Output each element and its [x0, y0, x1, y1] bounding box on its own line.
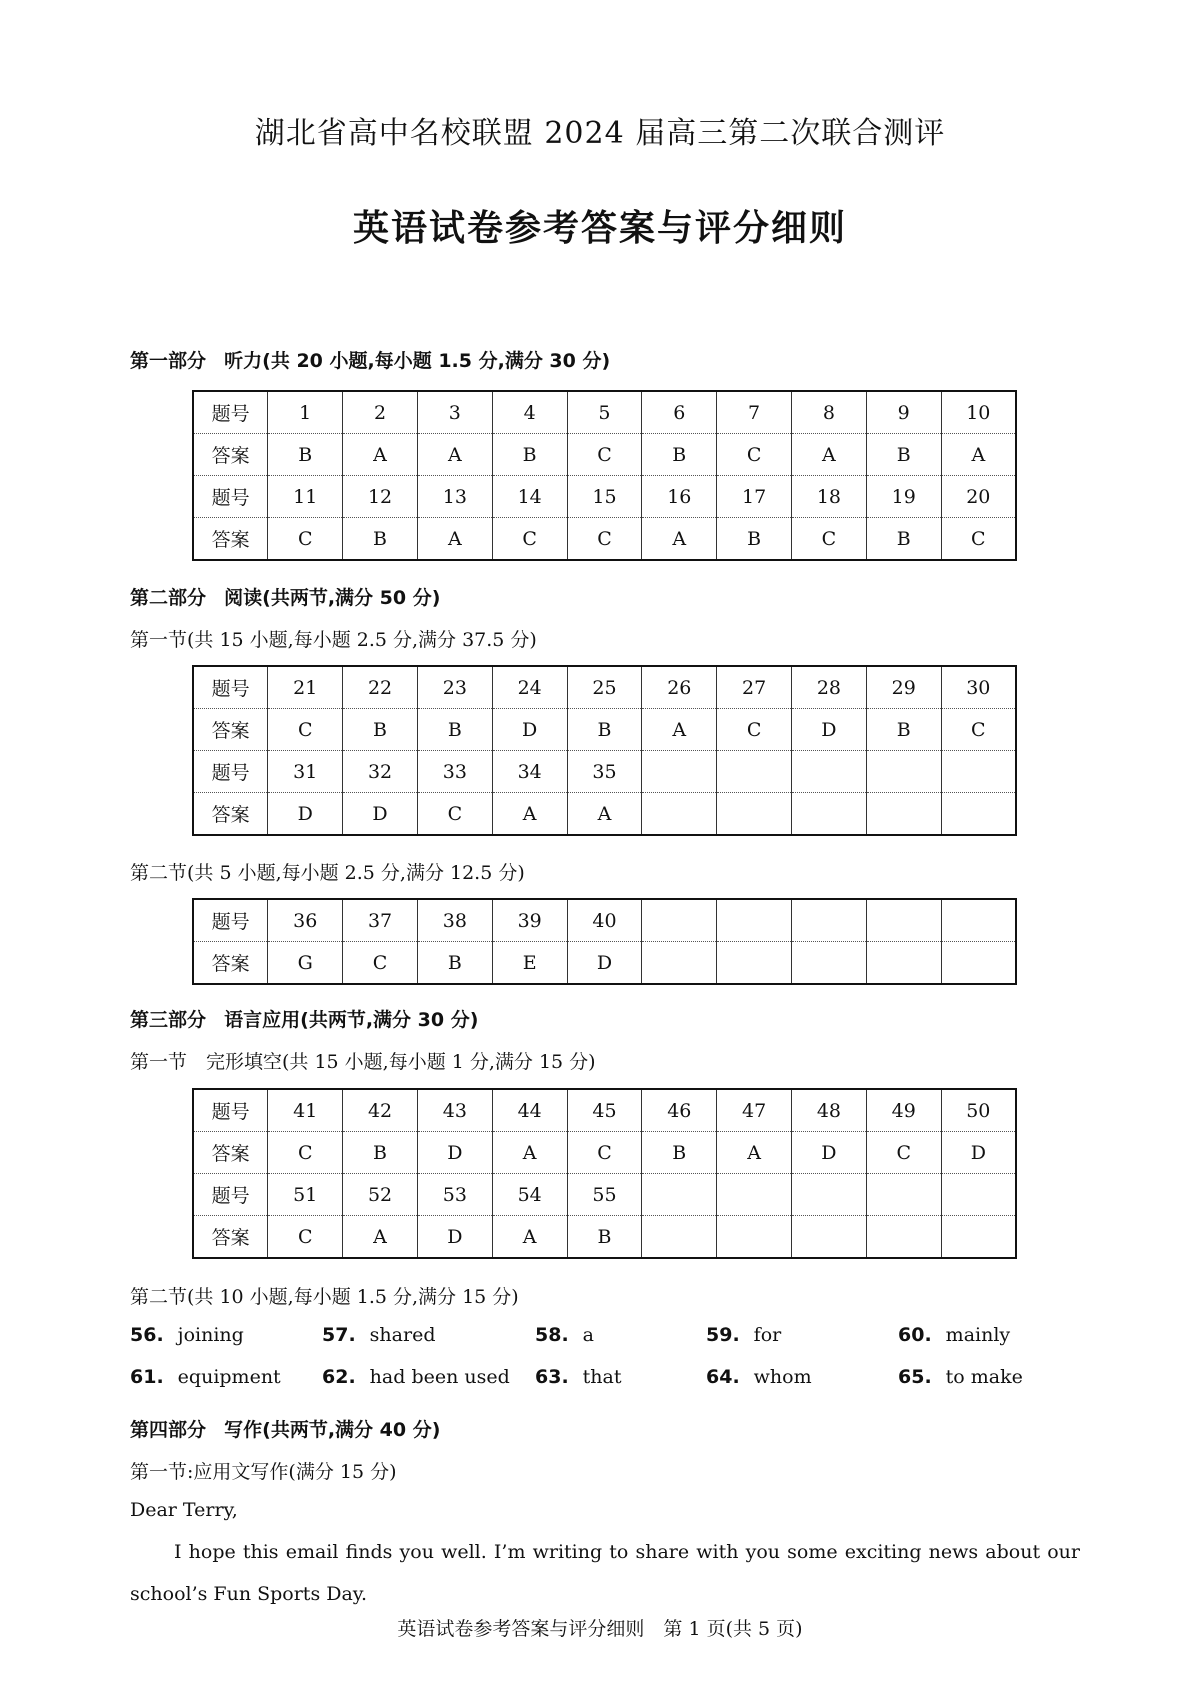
table-cell: 19 — [866, 476, 941, 518]
table-cell: 39 — [492, 899, 567, 942]
table-cell — [642, 793, 717, 836]
table-row — [193, 899, 1016, 942]
table-cell: 22 — [343, 666, 418, 709]
table-cell — [717, 942, 792, 985]
fill-answer-text: mainly — [945, 1324, 1011, 1346]
fill-answer-item — [322, 1324, 435, 1346]
part3-header — [130, 1005, 478, 1032]
table-cell — [866, 1174, 941, 1216]
table-cell: A — [717, 1132, 792, 1174]
table-cell: C — [792, 518, 867, 561]
table-cell: A — [567, 793, 642, 836]
table-cell: C — [941, 709, 1016, 751]
table-cell: A — [642, 518, 717, 561]
table-row — [193, 1174, 1016, 1216]
part2-header — [130, 583, 440, 610]
table-row — [193, 476, 1016, 518]
row-header-cell: 题号 — [193, 899, 268, 942]
table-cell — [642, 1216, 717, 1259]
table-cell — [717, 1216, 792, 1259]
part3-heading: 第三部分 — [130, 1009, 207, 1031]
table-cell — [792, 942, 867, 985]
table-cell: 53 — [417, 1174, 492, 1216]
row-header-cell: 答案 — [211, 1227, 250, 1249]
table-cell: 40 — [567, 899, 642, 942]
table-cell — [792, 1216, 867, 1259]
row-header-cell: 题号 — [193, 751, 268, 793]
table-cell: 10 — [941, 391, 1016, 434]
table-cell — [866, 1216, 941, 1259]
fill-answer-number: 57. — [322, 1324, 356, 1346]
table-cell — [941, 1216, 1016, 1259]
part4-sec1-label: 第一节:应用文写作(满分 15 分) — [130, 1461, 397, 1483]
table-cell: B — [343, 709, 418, 751]
table-cell: 25 — [567, 666, 642, 709]
table-cell: 21 — [268, 666, 343, 709]
table-cell: 5 — [567, 391, 642, 434]
part3-sec1-label: 第一节 完形填空(共 15 小题,每小题 1 分,满分 15 分) — [130, 1051, 596, 1073]
part2-label: 阅读(共两节,满分 50 分) — [224, 587, 441, 609]
fill-answer-text: a — [582, 1324, 594, 1346]
table-cell: 24 — [492, 666, 567, 709]
table-cell: 34 — [492, 751, 567, 793]
table-cell: A — [792, 434, 867, 476]
page-subtitle: 英语试卷参考答案与评分细则 — [352, 208, 847, 249]
table-cell: G — [268, 942, 343, 985]
fill-answer-item — [130, 1366, 281, 1388]
table-cell: 28 — [792, 666, 867, 709]
table-cell: A — [492, 1216, 567, 1259]
table-row — [193, 518, 1016, 561]
fill-answer-text: whom — [753, 1366, 812, 1388]
table-cell: B — [268, 434, 343, 476]
table-cell — [941, 793, 1016, 836]
table-cell: C — [268, 1132, 343, 1174]
table-cell — [642, 751, 717, 793]
table-cell: 47 — [717, 1089, 792, 1132]
table-cell — [792, 793, 867, 836]
fill-answer-item — [706, 1366, 812, 1388]
table-cell: D — [792, 1132, 867, 1174]
row-header-cell: 答案 — [211, 804, 250, 826]
table-cell: D — [417, 1132, 492, 1174]
fill-answer-number: 56. — [130, 1324, 164, 1346]
table-row — [193, 1132, 1016, 1174]
table-cell: C — [717, 709, 792, 751]
table-cell: 41 — [268, 1089, 343, 1132]
table-cell: 54 — [492, 1174, 567, 1216]
table-cell — [642, 942, 717, 985]
table-cell: C — [343, 942, 418, 985]
table-cell: 11 — [268, 476, 343, 518]
page-title: 湖北省高中名校联盟 2024 届高三第二次联合测评 — [254, 116, 946, 151]
table-cell: B — [343, 1132, 418, 1174]
table-cell: C — [268, 709, 343, 751]
table-cell: 9 — [866, 391, 941, 434]
fill-answer-text: joining — [177, 1324, 244, 1346]
table-cell: D — [492, 709, 567, 751]
row-header-cell: 答案 — [193, 434, 268, 476]
fill-answer-text: to make — [945, 1366, 1023, 1388]
table-cell: C — [866, 1132, 941, 1174]
table-cell: B — [417, 942, 492, 985]
table-cell: 50 — [941, 1089, 1016, 1132]
part4-label: 写作(共两节,满分 40 分) — [224, 1419, 441, 1441]
table-cell: A — [941, 434, 1016, 476]
part1-answer-table — [192, 390, 1017, 561]
table-cell: C — [567, 1132, 642, 1174]
table-cell: C — [417, 793, 492, 836]
table-cell: B — [343, 518, 418, 561]
table-cell: C — [941, 518, 1016, 561]
row-header-cell: 答案 — [193, 709, 268, 751]
table-cell: D — [941, 1132, 1016, 1174]
fill-answer-text: that — [582, 1366, 622, 1388]
table-cell — [642, 899, 717, 942]
table-cell: 29 — [866, 666, 941, 709]
table-cell: 51 — [268, 1174, 343, 1216]
table-cell: C — [268, 518, 343, 561]
fill-answer-number: 65. — [898, 1366, 932, 1388]
fill-answer-item — [898, 1324, 1010, 1346]
table-row — [193, 1089, 1016, 1132]
fill-answer-number: 60. — [898, 1324, 932, 1346]
table-cell: 48 — [792, 1089, 867, 1132]
fill-answer-number: 64. — [706, 1366, 740, 1388]
fill-answer-number: 58. — [535, 1324, 569, 1346]
table-cell — [866, 899, 941, 942]
table-cell: A — [492, 1132, 567, 1174]
table-cell: B — [866, 709, 941, 751]
table-cell — [866, 751, 941, 793]
part1-label: 听力(共 20 小题,每小题 1.5 分,满分 30 分) — [224, 350, 611, 372]
fill-answer-text: had been used — [369, 1366, 510, 1388]
table-cell: 27 — [717, 666, 792, 709]
part2-sec1-answer-table — [192, 665, 1017, 836]
table-cell: 46 — [642, 1089, 717, 1132]
table-cell: B — [567, 1216, 642, 1259]
table-cell: C — [567, 434, 642, 476]
table-cell: 38 — [417, 899, 492, 942]
fill-answer-item — [706, 1324, 781, 1346]
table-cell: E — [492, 942, 567, 985]
table-cell: 45 — [567, 1089, 642, 1132]
table-cell: 37 — [343, 899, 418, 942]
fill-answer-item — [322, 1366, 510, 1388]
part2-sec2-label: 第二节(共 5 小题,每小题 2.5 分,满分 12.5 分) — [130, 862, 525, 884]
table-cell — [792, 899, 867, 942]
table-cell: D — [343, 793, 418, 836]
table-cell: 4 — [492, 391, 567, 434]
table-cell: B — [492, 434, 567, 476]
table-cell: A — [343, 1216, 418, 1259]
table-cell: 44 — [492, 1089, 567, 1132]
table-cell — [792, 1174, 867, 1216]
fill-answer-item — [535, 1366, 622, 1388]
table-cell — [717, 1174, 792, 1216]
part1-heading: 第一部分 — [130, 350, 207, 372]
table-cell: C — [268, 1216, 343, 1259]
part4-header — [130, 1415, 440, 1442]
part3-sec1-answer-table — [192, 1088, 1017, 1259]
table-cell: 20 — [941, 476, 1016, 518]
table-cell: 16 — [642, 476, 717, 518]
page-footer: 英语试卷参考答案与评分细则 第 1 页(共 5 页) — [397, 1618, 803, 1640]
table-cell: 8 — [792, 391, 867, 434]
table-cell: A — [642, 709, 717, 751]
table-cell — [717, 751, 792, 793]
table-cell: A — [417, 518, 492, 561]
table-cell: A — [492, 793, 567, 836]
fill-answer-number: 61. — [130, 1366, 164, 1388]
table-cell: 52 — [343, 1174, 418, 1216]
table-cell: D — [792, 709, 867, 751]
fill-answer-item — [130, 1324, 244, 1346]
letter-greeting: Dear Terry, — [130, 1499, 238, 1521]
fill-answer-text: shared — [369, 1324, 436, 1346]
table-cell: 15 — [567, 476, 642, 518]
table-cell: C — [567, 518, 642, 561]
table-cell — [717, 899, 792, 942]
part3-sec2-label: 第二节(共 10 小题,每小题 1.5 分,满分 15 分) — [130, 1286, 519, 1308]
table-row — [193, 709, 1016, 751]
fill-answer-item — [898, 1366, 1023, 1388]
table-cell: B — [642, 1132, 717, 1174]
table-cell — [941, 942, 1016, 985]
table-cell: 23 — [417, 666, 492, 709]
table-cell: 31 — [268, 751, 343, 793]
table-cell: A — [343, 434, 418, 476]
table-row — [193, 751, 1016, 793]
fill-answer-number: 63. — [535, 1366, 569, 1388]
table-cell — [941, 899, 1016, 942]
table-cell: 36 — [268, 899, 343, 942]
table-cell: 17 — [717, 476, 792, 518]
table-cell: 55 — [567, 1174, 642, 1216]
table-cell: 32 — [343, 751, 418, 793]
table-cell — [642, 1174, 717, 1216]
row-header-cell: 题号 — [193, 476, 268, 518]
table-cell: C — [492, 518, 567, 561]
table-cell: 18 — [792, 476, 867, 518]
table-cell: C — [717, 434, 792, 476]
table-cell: 30 — [941, 666, 1016, 709]
table-cell: D — [417, 1216, 492, 1259]
part2-sec2-answer-table — [192, 898, 1017, 985]
table-row — [193, 1216, 1016, 1259]
row-header-cell: 答案 — [193, 1132, 268, 1174]
row-header-cell: 答案 — [211, 529, 250, 551]
part2-heading: 第二部分 — [130, 587, 207, 609]
table-cell: B — [567, 709, 642, 751]
table-row — [193, 942, 1016, 985]
table-cell: A — [417, 434, 492, 476]
table-cell: 43 — [417, 1089, 492, 1132]
table-row — [193, 391, 1016, 434]
table-cell: 49 — [866, 1089, 941, 1132]
table-cell: 35 — [567, 751, 642, 793]
row-header-cell: 题号 — [193, 1174, 268, 1216]
part1-header — [130, 346, 610, 373]
table-cell: 3 — [417, 391, 492, 434]
table-cell: 13 — [417, 476, 492, 518]
table-cell: 42 — [343, 1089, 418, 1132]
part3-label: 语言应用(共两节,满分 30 分) — [224, 1009, 479, 1031]
table-cell — [866, 942, 941, 985]
table-cell: B — [642, 434, 717, 476]
fill-answer-text: for — [753, 1324, 782, 1346]
table-cell: B — [717, 518, 792, 561]
table-cell: 2 — [343, 391, 418, 434]
table-row — [193, 434, 1016, 476]
table-cell: 12 — [343, 476, 418, 518]
table-cell: B — [417, 709, 492, 751]
fill-answer-number: 62. — [322, 1366, 356, 1388]
fill-answer-item — [535, 1324, 594, 1346]
table-cell: 26 — [642, 666, 717, 709]
table-cell — [941, 1174, 1016, 1216]
table-cell — [941, 751, 1016, 793]
table-cell: 1 — [268, 391, 343, 434]
table-cell: B — [866, 518, 941, 561]
table-cell: 33 — [417, 751, 492, 793]
table-cell: 7 — [717, 391, 792, 434]
part4-heading: 第四部分 — [130, 1419, 207, 1441]
letter-paragraph: I hope this email finds you well. I’m writing to share with you some exciting news about our school’s Fun Sports Day. — [130, 1541, 1080, 1605]
table-row — [193, 666, 1016, 709]
table-cell — [866, 793, 941, 836]
table-cell — [717, 793, 792, 836]
table-cell: 6 — [642, 391, 717, 434]
row-header-cell: 题号 — [193, 1089, 268, 1132]
fill-answer-number: 59. — [706, 1324, 740, 1346]
part1-label-bold — [224, 350, 610, 372]
table-row — [193, 793, 1016, 836]
table-cell: D — [567, 942, 642, 985]
table-cell — [792, 751, 867, 793]
row-header-cell: 题号 — [193, 666, 268, 709]
table-cell: 14 — [492, 476, 567, 518]
row-header-cell: 答案 — [211, 953, 250, 975]
part2-sec1-label: 第一节(共 15 小题,每小题 2.5 分,满分 37.5 分) — [130, 629, 537, 651]
fill-answer-text: equipment — [177, 1366, 281, 1388]
table-cell: D — [268, 793, 343, 836]
row-header-cell: 题号 — [193, 391, 268, 434]
table-cell: B — [866, 434, 941, 476]
